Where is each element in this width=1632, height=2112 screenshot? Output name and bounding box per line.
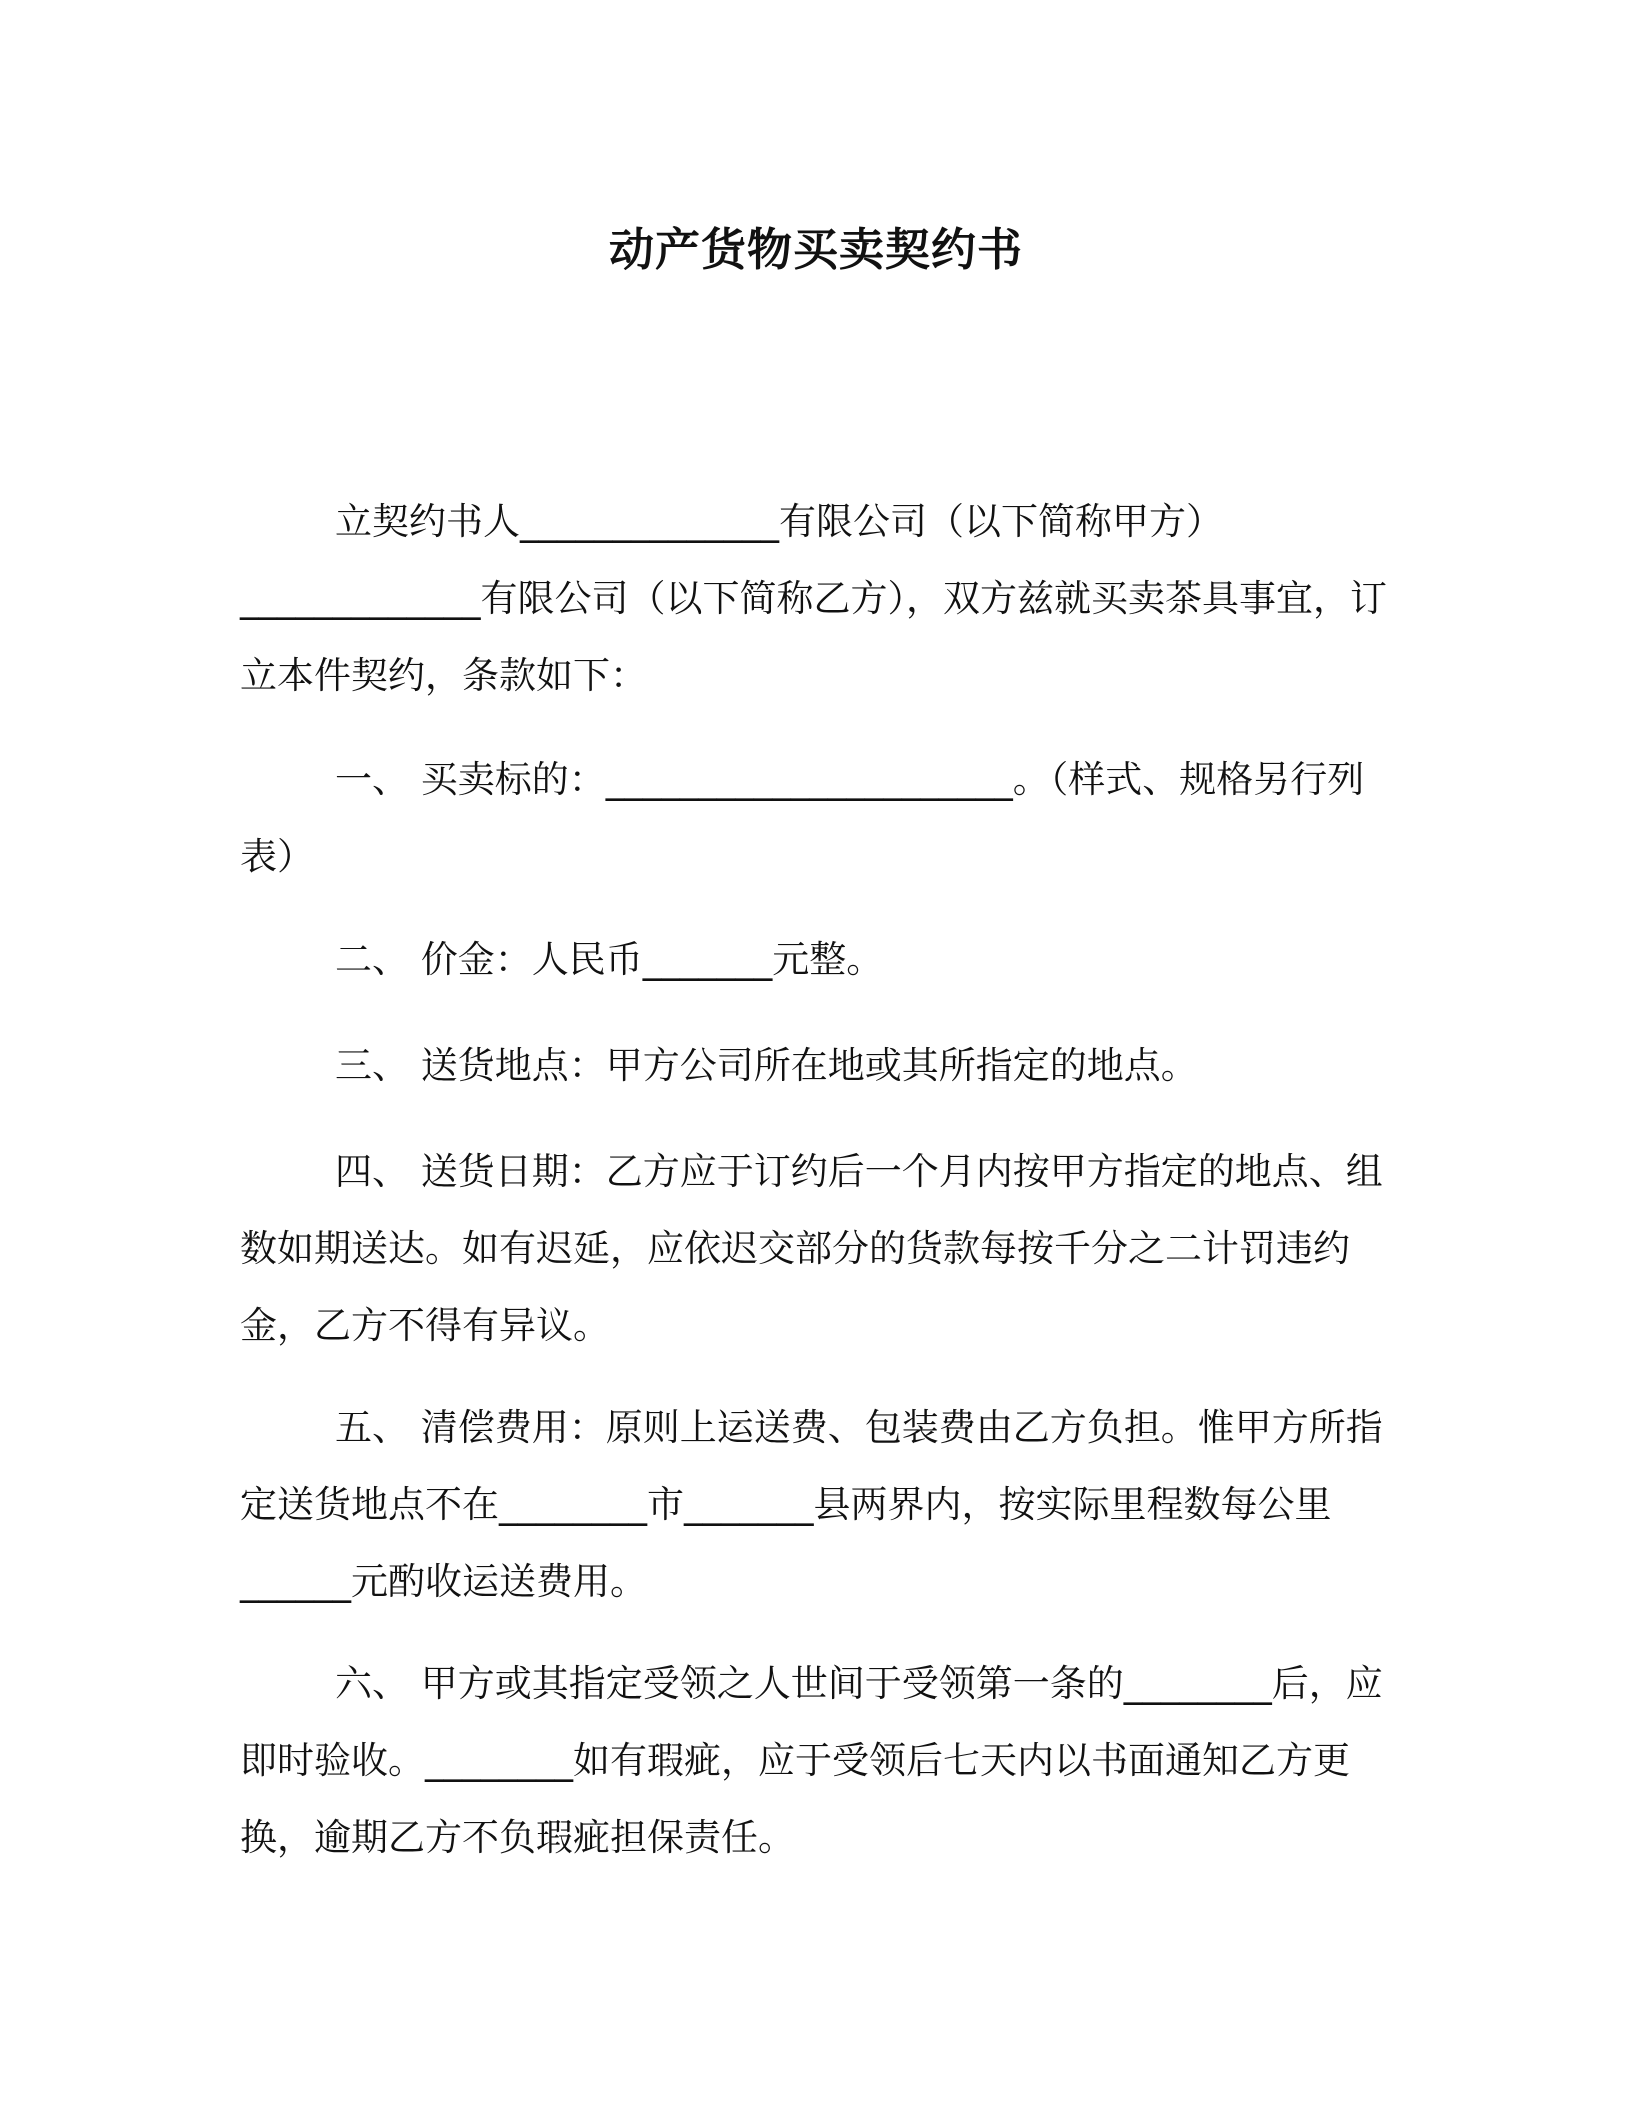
clause-3-paragraph: 三、 送货地点：甲方公司所在地或其所指定的地点。 <box>335 1044 1198 1087</box>
clause-4-paragraph: 四、 送货日期：乙方应于订约后一个月内按甲方指定的地点、组数如期送达。如有迟延，应依迟交部分的货款每按千分之二计罚违约金，乙方不得有异议。 <box>240 1150 1383 1347</box>
clause-2-paragraph: 二、 价金：人民币_______元整。 <box>335 938 884 981</box>
document-title: 动产货物买卖契约书 <box>608 223 1023 276</box>
clause-1-paragraph: 一、 买卖标的：______________________。（样式、规格另行列表） <box>240 758 1365 878</box>
intro-paragraph: 立契约书人______________有限公司（以下简称甲方）_____________有限公司（以下简称乙方），双方兹就买卖茶具事宜，订立本件契约，条款如下： <box>240 500 1387 697</box>
clause-5-paragraph: 五、 清偿费用：原则上运送费、包装费由乙方负担。惟甲方所指定送货地点不在________市_______县两界内，按实际里程数每公里______元酌收运送费用。 <box>240 1406 1383 1603</box>
clause-6-paragraph: 六、 甲方或其指定受领之人世间于受领第一条的________后，应即时验收。________如有瑕疵，应于受领后七天内以书面通知乙方更换，逾期乙方不负瑕疵担保责任。 <box>240 1662 1383 1859</box>
